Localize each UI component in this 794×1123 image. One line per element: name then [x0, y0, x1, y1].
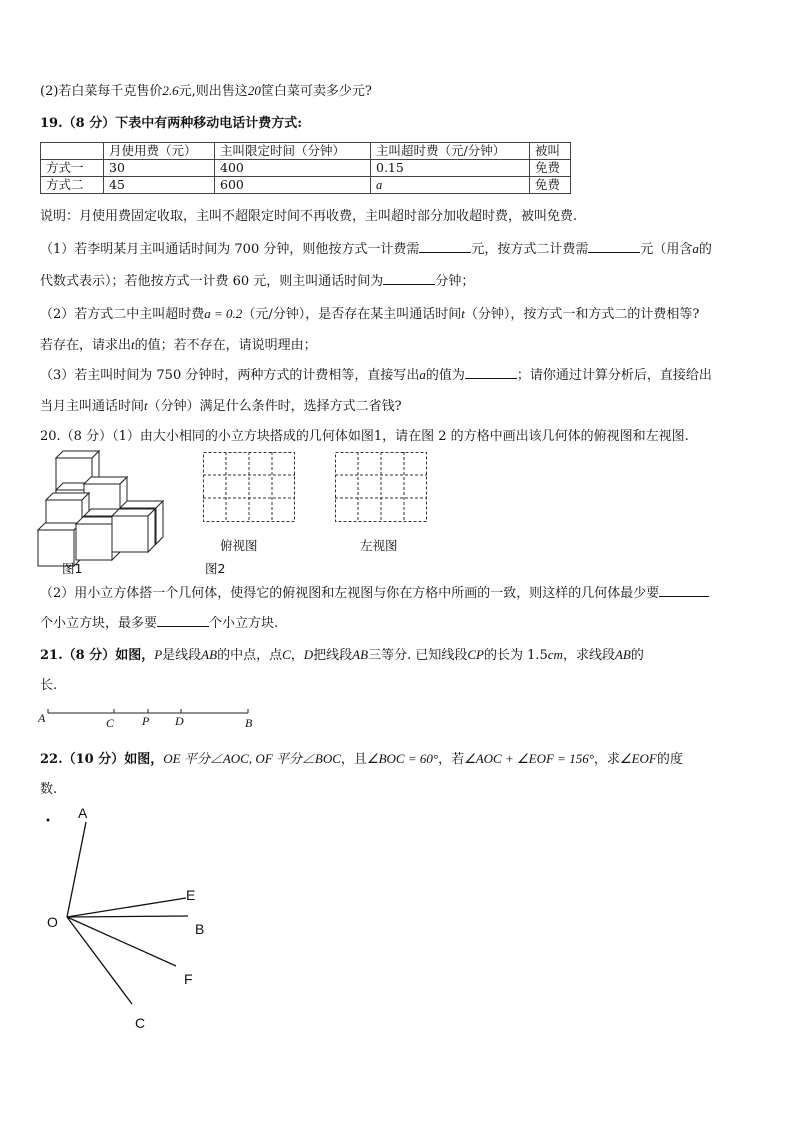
answer-blank [659, 584, 709, 597]
table-cell: 免费 [530, 160, 571, 177]
fee-table [40, 142, 571, 194]
fig1-caption: 图1 [62, 561, 83, 576]
left-view-label: 左视图 [360, 538, 398, 553]
q19-heading: 19.（8 分）下表中有两种移动电话计费方式: [40, 116, 302, 131]
table-row [41, 177, 571, 194]
answer-blank [588, 240, 640, 253]
q19-part3-line2: 当月主叫通话时间t（分钟）满足什么条件时，选择方式二省钱? [40, 398, 402, 414]
q21-line1: 21.（8 分）如图，P是线段AB的中点，点C，D把线段AB三等分. 已知线段CP的长为 1.5cm，求线段AB的 [40, 647, 644, 663]
answer-blank [419, 240, 471, 253]
q19-part1-line1: （1）若李明某月主叫通话时间为 700 分钟，则他按方式一计费需 元，按方式二计费需 元（用含a的 [40, 241, 712, 257]
table-cell: 400 [215, 160, 371, 177]
ray-label-B: B [195, 921, 205, 937]
q20-heading: 20.（8 分）（1）由大小相同的小立方块搭成的几何体如图1，请在图 2 的方格中画出该几何体的俯视图和左视图. [40, 429, 689, 444]
table-cell: 免费 [530, 177, 571, 194]
table-cell: 方式一 [41, 160, 104, 177]
table-cell: a [371, 177, 530, 194]
vertex-label-O: O [47, 914, 58, 930]
q19-part1-line2: 代数式表示）；若他按方式一计费 60 元，则主叫通话时间为 分钟； [40, 274, 475, 289]
answer-blank [383, 272, 435, 285]
table-cell: 45 [104, 177, 215, 194]
q19-part2-line1: （2）若方式二中主叫超时费a = 0.2（元/分钟），是否存在某主叫通话时间t（分钟），按方式一和方式二的计费相等? [40, 306, 700, 322]
table-cell: 0.15 [371, 160, 530, 177]
q19-note: 说明：月使用费固定收取，主叫不超限定时间不再收费，主叫超时部分加收超时费，被叫免费. [40, 209, 578, 224]
q19-part2-line2: 若存在，请求出t的值；若不存在，请说明理由； [40, 337, 317, 353]
cube [112, 509, 155, 552]
q22-line2: 数. [40, 782, 58, 797]
segment-figure [36, 705, 266, 733]
top-view-label: 俯视图 [220, 538, 258, 553]
table-cell: 主叫限定时间（分钟） [215, 143, 371, 160]
q21-line2: 长. [40, 678, 58, 693]
q19-part3-line1: （3）若主叫时间为 750 分钟时，两种方式的计费相等，直接写出a的值为 ；请你通过计算分析后，直接给出 [40, 367, 712, 383]
fig2-caption: 图2 [205, 561, 226, 576]
table-cell [41, 143, 104, 160]
top-view-grid [203, 452, 295, 522]
table-cell: 主叫超时费（元/分钟） [371, 143, 530, 160]
q20-part2-line1: （2）用小立方体搭一个几何体，使得它的俯视图和左视图与你在方格中所画的一致，则这样的几何体最少要 [40, 584, 709, 603]
point-label: P [142, 714, 150, 728]
table-cell: 方式二 [41, 177, 104, 194]
ray-label-C: C [135, 1015, 146, 1031]
table-header-row [41, 143, 571, 160]
point-label: A [38, 711, 46, 725]
q18-part2: (2)若白菜每千克售价2.6元,则出售这20筐白菜可卖多少元? [40, 83, 372, 99]
table-cell: 600 [215, 177, 371, 194]
q20-part2-line2: 个小立方块，最多要 个小立方块. [40, 616, 279, 631]
cube-stack-figure [36, 450, 156, 565]
ray-label-A: A [78, 805, 88, 821]
left-view-grid [335, 452, 427, 522]
table-cell: 30 [104, 160, 215, 177]
point-label: C [106, 716, 115, 730]
point-label: B [245, 716, 253, 730]
table-cell: 被叫 [530, 143, 571, 160]
table-cell: 月使用费（元） [104, 143, 215, 160]
angle-figure [38, 800, 218, 1035]
answer-blank [157, 614, 209, 627]
point-label: D [175, 714, 184, 728]
ray-label-F: F [184, 971, 193, 987]
q22-line1: 22.（10 分）如图，OE 平分∠AOC, OF 平分∠BOC，且∠BOC = 60°，若∠AOC + ∠EOF = 156°，求∠EOF的度 [40, 751, 683, 767]
table-row [41, 160, 571, 177]
ray-label-E: E [186, 887, 196, 903]
answer-blank [465, 366, 517, 379]
